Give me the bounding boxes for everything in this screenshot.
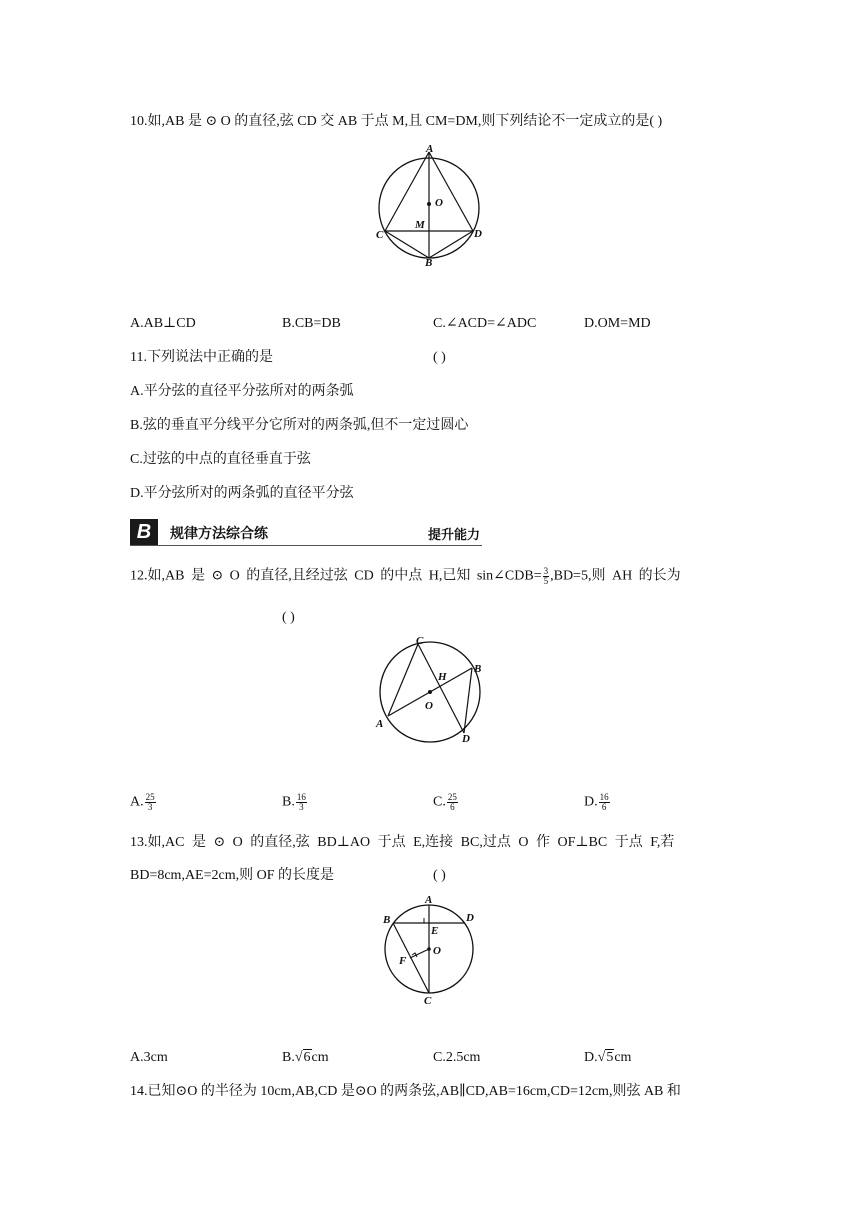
svg-text:O: O xyxy=(435,197,443,209)
q10-option-a[interactable]: A.AB⊥CD xyxy=(130,316,196,331)
q13-option-c[interactable]: C.2.5cm xyxy=(433,1050,481,1065)
svg-text:D: D xyxy=(462,733,470,745)
q11-option-c[interactable]: C.过弦的中点的直径垂直于弦 xyxy=(130,452,311,467)
q12-option-c[interactable]: C. $\frac{25}{6}$ xyxy=(433,792,457,812)
q14-stem: 14.已知⊙O 的半径为 10cm,AB,CD 是⊙O 的两条弦,AB∥CD,AB=16cm,CD=12cm,则弦 AB 和 xyxy=(130,1084,681,1099)
svg-text:A: A xyxy=(376,718,384,730)
q12-option-a[interactable]: A. $\frac{25}{3}$ xyxy=(130,792,155,812)
q10-option-b[interactable]: B.CB=DB xyxy=(282,316,341,331)
q13-option-b[interactable]: B.√6cm xyxy=(282,1050,329,1065)
q13-option-d[interactable]: D.√5cm xyxy=(584,1050,632,1065)
q10-option-c[interactable]: C.∠ACD=∠ADC xyxy=(433,316,537,331)
q13-option-a[interactable]: A.3cm xyxy=(130,1050,168,1065)
svg-text:F: F xyxy=(399,955,407,967)
svg-text:D: D xyxy=(466,912,474,924)
q13-figure xyxy=(375,892,485,1007)
svg-text:B: B xyxy=(425,257,433,269)
q12-stem xyxy=(130,567,681,586)
svg-text:C: C xyxy=(424,995,432,1007)
svg-text:E: E xyxy=(431,925,439,937)
q12-figure xyxy=(370,630,500,748)
svg-text:A: A xyxy=(425,894,433,906)
svg-text:O: O xyxy=(425,700,433,712)
svg-text:M: M xyxy=(415,219,425,231)
q12-answer-paren: ( ) xyxy=(282,610,295,625)
svg-text:O: O xyxy=(433,945,441,957)
q13-stem-line1: 13.如,AC 是 ⊙ O 的直径,弦 BD⊥AO 于点 E,连接 BC,过点 O 作 OF⊥BC 于点 F,若 xyxy=(130,835,675,850)
svg-text:C: C xyxy=(416,635,424,647)
section-subtitle: 提升能力 xyxy=(427,528,480,543)
q10-stem: 10.如,AB 是 ⊙ O 的直径,弦 CD 交 AB 于点 M,且 CM=DM,则下列结论不一定成立的是( ) xyxy=(130,114,663,129)
section-divider xyxy=(130,545,482,546)
svg-text:C: C xyxy=(376,229,384,241)
q10-figure xyxy=(370,140,490,270)
q10-option-d[interactable]: D.OM=MD xyxy=(584,316,651,331)
section-title: 规律方法综合练 xyxy=(170,526,268,542)
svg-text:A: A xyxy=(426,143,434,155)
svg-text:B: B xyxy=(474,663,482,675)
svg-text:D: D xyxy=(474,228,482,240)
q12-option-b[interactable]: B. $\frac{16}{3}$ xyxy=(282,792,306,812)
q12-fraction: $\frac{3}{5}$ xyxy=(543,566,549,586)
svg-text:H: H xyxy=(438,671,447,683)
q13-answer-paren: ( ) xyxy=(433,868,446,883)
q11-option-b[interactable]: B.弦的垂直平分线平分它所对的两条弧,但不一定过圆心 xyxy=(130,418,469,433)
q11-option-a[interactable]: A.平分弦的直径平分弦所对的两条弧 xyxy=(130,384,354,399)
section-banner xyxy=(130,518,482,546)
q13-stem-line2: BD=8cm,AE=2cm,则 OF 的长度是 xyxy=(130,868,335,883)
svg-text:B: B xyxy=(383,914,391,926)
section-logo-icon: B xyxy=(130,519,158,545)
q11-answer-paren: ( ) xyxy=(433,350,446,365)
q11-stem: 11.下列说法中正确的是 xyxy=(130,350,273,365)
q12-stem-part2: ,BD=5,则 AH 的长为 xyxy=(550,568,681,584)
q12-option-d[interactable]: D. $\frac{16}{6}$ xyxy=(584,792,609,812)
q12-stem-part1: 12.如,AB 是 ⊙ O 的直径,且经过弦 CD 的中点 H,已知 sin∠CDB= xyxy=(130,568,542,584)
q11-option-d[interactable]: D.平分弦所对的两条弧的直径平分弦 xyxy=(130,486,354,501)
